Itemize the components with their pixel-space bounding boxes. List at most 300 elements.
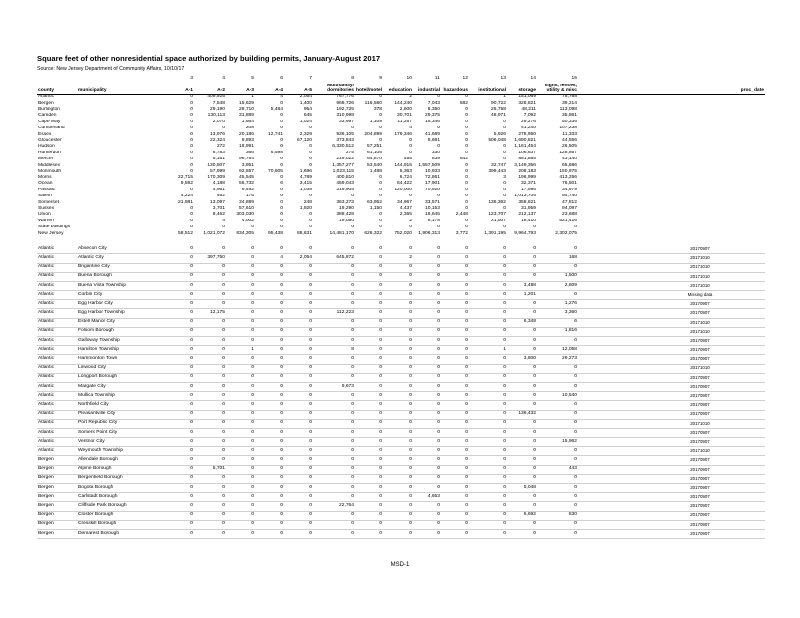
muni-value: 0	[194, 520, 226, 529]
muni-value: 0	[172, 300, 194, 309]
muni-county: Bergen	[37, 493, 77, 502]
muni-name: Bogota Borough	[77, 484, 172, 493]
county-value: 9,964,793	[514, 230, 536, 236]
county-value: 22,715	[178, 175, 193, 180]
county-value: 1	[251, 94, 254, 100]
muni-name: Pleasantville City	[77, 410, 172, 419]
muni-value: 0	[226, 428, 255, 437]
muni-value: 0	[172, 245, 194, 254]
muni-proc-date: 20170907	[635, 484, 765, 493]
muni-value: 0	[255, 300, 284, 309]
muni-value: 0	[537, 502, 578, 511]
county-value: 18,410	[521, 218, 536, 224]
blank-cell	[578, 272, 635, 281]
county-value: 2,600	[399, 107, 412, 112]
county-value: 1,391,195	[484, 230, 506, 236]
muni-value: 0	[507, 447, 537, 456]
blank-cell	[578, 74, 635, 84]
muni-county: Bergen	[37, 520, 77, 529]
county-value: 20,186	[239, 131, 254, 137]
county-value: 4	[222, 218, 225, 224]
municipality-row	[37, 309, 765, 318]
county-value: 645	[303, 113, 312, 119]
muni-value: 0	[507, 346, 537, 355]
muni-value: 0	[313, 428, 355, 437]
blank-cell	[578, 300, 635, 309]
muni-value: 0	[383, 484, 413, 493]
county-value: 0	[465, 187, 468, 193]
muni-value: 0	[383, 529, 413, 538]
muni-value: 0	[413, 484, 441, 493]
municipality-row	[37, 447, 765, 456]
muni-value: 0	[172, 520, 194, 529]
muni-value: 0	[194, 392, 226, 401]
muni-value: 0	[441, 281, 469, 290]
county-value: 17,596	[521, 187, 536, 193]
county-value: 0	[437, 94, 440, 100]
header-column: A-3	[226, 84, 255, 94]
muni-value: 0	[255, 529, 284, 538]
county-name: New Jersey	[38, 230, 64, 236]
muni-value: 0	[255, 327, 284, 336]
muni-proc-date: 20170907	[635, 382, 765, 391]
county-value: 76,501	[562, 181, 577, 187]
muni-value: 2,809	[537, 281, 578, 290]
muni-value: 112,223	[313, 309, 355, 318]
county-value: 196,999	[518, 175, 536, 180]
county-value: 275	[345, 150, 354, 156]
muni-value: 0	[355, 419, 383, 428]
county-value: 0	[190, 119, 193, 125]
blank-cell	[635, 94, 765, 101]
muni-county: Atlantic	[37, 254, 77, 263]
blank-cell	[578, 392, 635, 401]
muni-value: 0	[226, 272, 255, 281]
county-value: 0	[280, 200, 283, 205]
county-value: 45,545	[239, 175, 254, 180]
header-column: education	[383, 84, 413, 94]
muni-value: 0	[441, 529, 469, 538]
county-value: 455	[403, 156, 412, 162]
municipality-row	[37, 401, 765, 410]
county-value: 0	[409, 138, 412, 143]
muni-value: 0	[413, 263, 441, 272]
muni-value: 15,962	[537, 438, 578, 447]
county-value: 1,920	[299, 206, 312, 211]
muni-proc-date: 20170907	[635, 337, 765, 346]
muni-value: 0	[537, 410, 578, 419]
county-value: 0	[190, 125, 193, 131]
county-value: 0	[190, 131, 193, 137]
muni-value: 1,276	[537, 300, 578, 309]
header-column: signs, fences, utility & misc	[537, 84, 578, 94]
muni-value: 0	[255, 392, 284, 401]
municipality-row	[37, 520, 765, 529]
muni-name: Northfield City	[77, 401, 172, 410]
county-value: 0	[465, 107, 468, 112]
muni-value: 0	[413, 373, 441, 382]
municipality-row	[37, 346, 765, 355]
column-number: 8	[351, 75, 354, 81]
county-value: 9,592	[180, 181, 193, 187]
county-value: 13,976	[210, 131, 225, 137]
county-value: 2	[409, 218, 412, 224]
county-value: 3,772	[455, 230, 468, 236]
county-value: 2,054	[299, 94, 312, 100]
muni-value: 0	[284, 281, 313, 290]
muni-value: 0	[313, 456, 355, 465]
county-value: 10,153	[425, 206, 440, 211]
muni-proc-date: 20170907	[635, 474, 765, 483]
muni-value: 0	[383, 419, 413, 428]
muni-value: 0	[441, 493, 469, 502]
muni-value: 0	[313, 364, 355, 373]
muni-name: Cliffside Park Borough	[77, 502, 172, 511]
county-value: 0	[379, 113, 382, 119]
muni-value: 0	[284, 401, 313, 410]
muni-value: 0	[537, 291, 578, 300]
blank-cell	[578, 281, 635, 290]
muni-name: Hammonton Town	[77, 355, 172, 364]
muni-value: 0	[507, 428, 537, 437]
county-value: 834,305	[236, 230, 254, 236]
county-value: 4	[409, 125, 412, 131]
county-value: 272	[216, 144, 225, 149]
muni-name: Buena Borough	[77, 272, 172, 281]
muni-value: 0	[441, 502, 469, 511]
municipality-row	[37, 281, 765, 290]
county-value: 2,329	[299, 131, 312, 137]
muni-value: 0	[441, 382, 469, 391]
muni-proc-date: 20170907	[635, 245, 765, 254]
county-value: 123,707	[488, 212, 506, 218]
county-value: 5,484	[270, 107, 283, 112]
county-value: 47,812	[562, 200, 577, 205]
muni-value: 0	[441, 419, 469, 428]
muni-value: 29,273	[537, 355, 578, 364]
muni-proc-date: 20170907	[635, 520, 765, 529]
county-value: 53,540	[367, 162, 382, 168]
municipality-row	[37, 529, 765, 538]
county-value: 48,971	[491, 113, 506, 119]
county-value: 56,732	[239, 181, 254, 187]
muni-value: 0	[355, 364, 383, 373]
county-value: 373,843	[336, 138, 354, 143]
muni-value: 0	[469, 474, 507, 483]
county-value: 219,022	[336, 156, 354, 162]
county-value: 151,069	[518, 94, 536, 100]
muni-value: 0	[284, 493, 313, 502]
county-value: 0	[280, 187, 283, 193]
muni-value: 0	[507, 392, 537, 401]
county-value: 94,740	[562, 193, 577, 199]
county-value: 0	[379, 218, 382, 224]
muni-proc-date: 20170907	[635, 511, 765, 520]
muni-value: 0	[313, 373, 355, 382]
muni-value: 0	[383, 309, 413, 318]
muni-value: 0	[413, 281, 441, 290]
muni-county: Bergen	[37, 529, 77, 538]
muni-value: 0	[313, 337, 355, 346]
county-value: 120,000	[394, 187, 412, 193]
county-value: 6,178	[427, 218, 440, 224]
muni-proc-date: 20170907	[635, 465, 765, 474]
header-column: A-4	[255, 84, 284, 94]
muni-value: 0	[172, 272, 194, 281]
muni-value: 3,360	[537, 309, 578, 318]
municipality-row	[37, 245, 765, 254]
county-value: 0	[379, 224, 382, 230]
muni-value: 0	[313, 263, 355, 272]
muni-value: 0	[507, 309, 537, 318]
muni-value: 0	[255, 474, 284, 483]
county-value: 621,416	[559, 218, 577, 224]
muni-value: 10,540	[537, 392, 578, 401]
county-name: Morris	[38, 175, 52, 180]
county-value: 248	[303, 200, 312, 205]
muni-value: 0	[313, 474, 355, 483]
muni-value: 0	[313, 327, 355, 336]
muni-value: 0	[355, 392, 383, 401]
muni-proc-date: Missing data	[635, 291, 765, 300]
county-value: 144,915	[394, 162, 412, 168]
county-value: 0	[280, 162, 283, 168]
municipality-row	[37, 419, 765, 428]
county-value: 0	[280, 206, 283, 211]
muni-value: 0	[507, 502, 537, 511]
muni-value: 0	[226, 281, 255, 290]
muni-value: 0	[226, 254, 255, 263]
muni-value: 0	[383, 281, 413, 290]
municipality-row	[37, 254, 765, 263]
muni-value: 0	[194, 272, 226, 281]
muni-value: 0	[507, 373, 537, 382]
county-value: 6,330,512	[332, 144, 354, 149]
county-value: 0	[280, 212, 283, 218]
county-value: 61,105	[367, 150, 382, 156]
blank-cell	[635, 74, 765, 84]
county-name: Camden	[38, 113, 57, 119]
county-value: 170,309	[207, 175, 225, 180]
muni-value: 0	[383, 373, 413, 382]
muni-value: 0	[413, 447, 441, 456]
muni-county: Atlantic	[37, 392, 77, 401]
county-value: 6,783	[212, 150, 225, 156]
municipality-row	[37, 493, 765, 502]
county-value: 25,758	[491, 107, 506, 112]
county-value: 642	[459, 156, 468, 162]
muni-value: 0	[194, 318, 226, 327]
muni-value: 0	[284, 373, 313, 382]
muni-value: 0	[355, 428, 383, 437]
county-value: 0	[409, 144, 412, 149]
county-value: 363,273	[336, 200, 354, 205]
muni-name: Cresskill Borough	[77, 520, 172, 529]
muni-proc-date: 20171010	[635, 419, 765, 428]
muni-value: 0	[441, 438, 469, 447]
muni-county: Atlantic	[37, 410, 77, 419]
muni-value: 0	[172, 281, 194, 290]
county-name: Monmouth	[38, 169, 62, 174]
county-value: 34,889	[239, 200, 254, 205]
muni-value: 0	[172, 291, 194, 300]
muni-value: 9,673	[313, 382, 355, 391]
muni-value: 12,058	[537, 346, 578, 355]
county-value: 63,952	[367, 200, 382, 205]
muni-value: 0	[194, 281, 226, 290]
muni-value: 0	[194, 511, 226, 520]
muni-value: 0	[469, 410, 507, 419]
muni-value: 0	[284, 300, 313, 309]
municipality-row	[37, 318, 765, 327]
county-value: 0	[190, 94, 193, 100]
blank-cell	[578, 309, 635, 318]
muni-value: 0	[284, 245, 313, 254]
muni-value: 0	[226, 300, 255, 309]
county-value: 15,346	[425, 119, 440, 125]
county-value: 0	[437, 144, 440, 149]
muni-value: 0	[383, 520, 413, 529]
muni-value: 4	[255, 254, 284, 263]
county-value: 767,776	[336, 94, 354, 100]
county-name: Ocean	[38, 181, 53, 187]
muni-value: 0	[469, 392, 507, 401]
muni-value: 0	[507, 419, 537, 428]
blank-cell	[578, 94, 635, 101]
municipality-row	[37, 272, 765, 281]
header-column: hazardous	[441, 84, 469, 94]
muni-value: 1	[469, 346, 507, 355]
muni-county: Bergen	[37, 465, 77, 474]
muni-value: 0	[537, 493, 578, 502]
county-value: 881,885	[518, 156, 536, 162]
muni-value: 0	[194, 474, 226, 483]
muni-value: 0	[172, 327, 194, 336]
muni-county: Atlantic	[37, 364, 77, 373]
muni-value: 5,048	[507, 484, 537, 493]
muni-value: 0	[255, 373, 284, 382]
county-name: Atlantic	[38, 94, 55, 100]
muni-value: 0	[313, 511, 355, 520]
muni-value: 0	[413, 346, 441, 355]
county-name: Essex	[38, 131, 52, 137]
blank-cell	[578, 438, 635, 447]
muni-county: Atlantic	[37, 281, 77, 290]
county-value: 16,645	[425, 212, 440, 218]
county-value: 0	[437, 193, 440, 199]
muni-value: 0	[441, 447, 469, 456]
county-value: 0	[309, 144, 312, 149]
muni-proc-date: 20170907	[635, 502, 765, 511]
county-value: 144,240	[394, 101, 412, 106]
muni-county: Atlantic	[37, 428, 77, 437]
muni-value: 0	[469, 456, 507, 465]
muni-value: 0	[413, 272, 441, 281]
county-value: 0	[190, 150, 193, 156]
muni-value: 0	[413, 300, 441, 309]
muni-value: 0	[284, 456, 313, 465]
muni-value: 0	[172, 318, 194, 327]
muni-value: 0	[284, 447, 313, 456]
muni-value: 0	[507, 474, 537, 483]
muni-value: 0	[284, 428, 313, 437]
county-value: 0	[190, 206, 193, 211]
muni-value: 0	[226, 511, 255, 520]
muni-value: 0	[413, 428, 441, 437]
muni-value: 0	[313, 465, 355, 474]
muni-value: 0	[172, 263, 194, 272]
muni-value: 0	[226, 382, 255, 391]
county-value: 0	[379, 181, 382, 187]
county-value: 3,149,356	[514, 162, 536, 168]
county-value: 0	[280, 224, 283, 230]
muni-proc-date: 20170907	[635, 410, 765, 419]
county-value: 0	[280, 175, 283, 180]
muni-value: 0	[172, 410, 194, 419]
county-value: 130,113	[207, 113, 225, 119]
muni-value: 0	[172, 373, 194, 382]
municipality-row	[37, 474, 765, 483]
county-value: 0	[309, 218, 312, 224]
muni-value: 530	[537, 511, 578, 520]
muni-value: 0	[469, 337, 507, 346]
blank-cell	[578, 373, 635, 382]
county-value: 208	[245, 125, 254, 131]
county-value: 98,784	[239, 156, 254, 162]
muni-county: Atlantic	[37, 447, 77, 456]
county-value: 0	[190, 156, 193, 162]
county-value: 0	[251, 224, 254, 230]
muni-value: 0	[413, 529, 441, 538]
column-number: 4	[222, 75, 225, 81]
column-number: 9	[379, 75, 382, 81]
county-value: 1,024	[299, 119, 312, 125]
muni-value: 0	[226, 520, 255, 529]
muni-value: 0	[255, 337, 284, 346]
muni-value: 0	[413, 337, 441, 346]
muni-value: 645,872	[313, 254, 355, 263]
county-value: 116,580	[364, 101, 382, 106]
muni-name: Allendale Borough	[77, 456, 172, 465]
county-value: 14,481,170	[329, 230, 354, 236]
muni-value: 0	[469, 520, 507, 529]
header-proc-date: proc_date	[635, 84, 765, 94]
county-name: Bergen	[38, 101, 54, 106]
county-value: 2,448	[455, 212, 468, 218]
muni-value: 0	[284, 410, 313, 419]
county-value: 31,959	[521, 206, 536, 211]
county-name: Hudson	[38, 144, 55, 149]
blank-cell	[578, 456, 635, 465]
county-value: 4,437	[399, 206, 412, 211]
muni-value: 0	[441, 263, 469, 272]
county-value: 0	[503, 224, 506, 230]
muni-name: Mullica Township	[77, 392, 172, 401]
muni-county: Atlantic	[37, 419, 77, 428]
muni-value: 0	[172, 484, 194, 493]
muni-value: 0	[469, 493, 507, 502]
county-value: 0	[190, 218, 193, 224]
county-value: 21,507	[491, 218, 506, 224]
muni-value: 0	[355, 456, 383, 465]
muni-value: 0	[255, 346, 284, 355]
muni-value: 0	[355, 502, 383, 511]
muni-value: 0	[172, 511, 194, 520]
muni-value: 0	[194, 410, 226, 419]
muni-proc-date: 20171010	[635, 281, 765, 290]
county-value: 0	[465, 150, 468, 156]
county-value: 6,724	[399, 175, 412, 180]
